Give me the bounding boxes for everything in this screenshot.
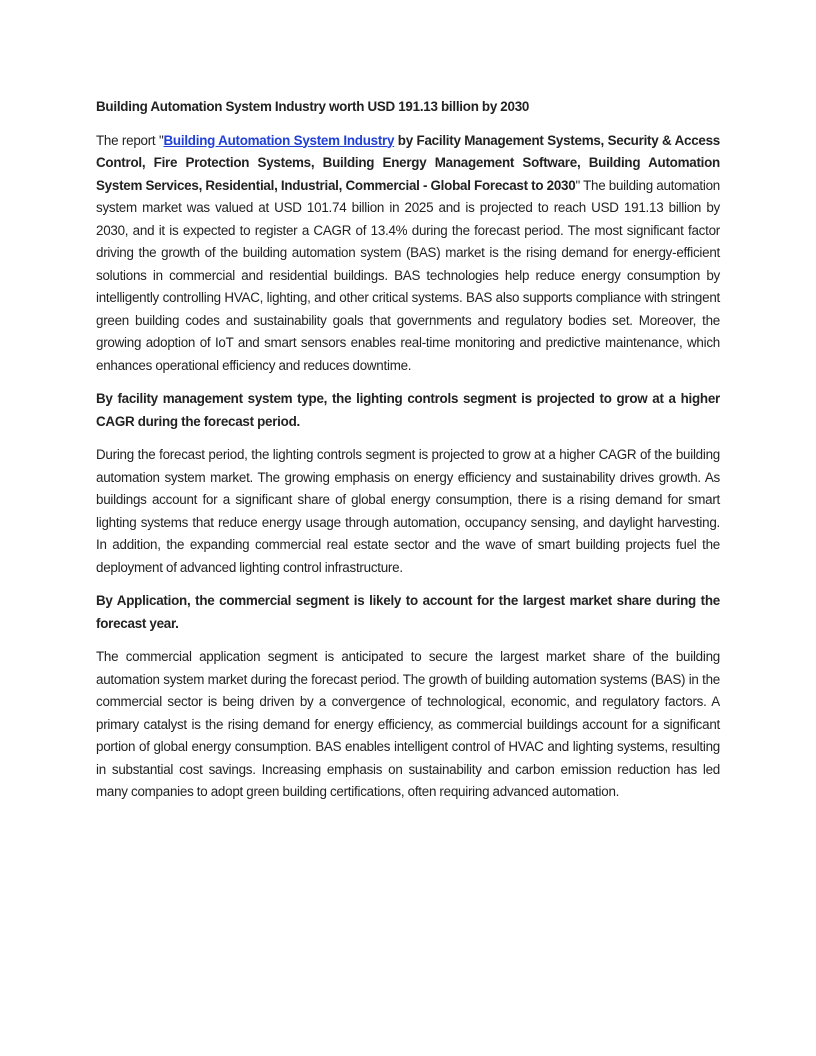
intro-prefix: The report " — [96, 132, 164, 148]
report-title-suffix: by Facility Management Systems, Security & Access Control, Fire Protection Systems, Building Energy Management Software, Building Automation System Services, Residential, Industrial, Commercial - Global Forecast to 2030 — [96, 132, 720, 193]
section-body-lighting-controls: During the forecast period, the lighting controls segment is projected to grow at a higher CAGR of the building automation system market. The growing emphasis on energy efficiency and sustainability drives growth. As buildings account for a significant share of global energy consumption, there is a rising demand for smart lighting systems that reduce energy usage through automation, occupancy sensing, and daylight harvesting. In addition, the expanding commercial real estate sector and the wave of smart building projects fuel the deployment of advanced lighting control infrastructure. — [96, 447, 720, 575]
intro-paragraph — [96, 130, 720, 378]
section-body-commercial: The commercial application segment is anticipated to secure the largest market share of the building automation system market during the forecast period. The growth of building automation systems (BAS) in the commercial sector is being driven by a convergence of technological, economic, and regulatory factors. A primary catalyst is the rising demand for energy efficiency, as commercial buildings account for a significant portion of global energy consumption. BAS enables intelligent control of HVAC and lighting systems, resulting in substantial cost savings. Increasing emphasis on sustainability and carbon emission reduction has led many companies to adopt green building certifications, often requiring advanced automation. — [96, 649, 720, 799]
intro-body: The building automation system market was valued at USD 101.74 billion in 2025 and is projected to reach USD 191.13 billion by 2030, and it is expected to register a CAGR of 13.4% during the forecast period. The most significant factor driving the growth of the building automation system (BAS) market is the rising demand for energy-efficient solutions in commercial and residential buildings. BAS technologies help reduce energy consumption by intelligently controlling HVAC, lighting, and other critical systems. BAS also supports compliance with stringent green building codes and sustainability goals that governments and regulatory bodies set. Moreover, the growing adoption of IoT and smart sensors enables real-time monitoring and predictive maintenance, which enhances operational efficiency and reduces downtime. — [96, 177, 721, 373]
document-title: Building Automation System Industry worth USD 191.13 billion by 2030 — [96, 99, 530, 114]
section-heading-lighting-controls: By facility management system type, the lighting controls segment is projected to grow at a higher CAGR during the forecast period. — [96, 391, 720, 429]
intro-close-quote: " — [575, 177, 580, 193]
report-link[interactable]: Building Automation System Industry — [163, 132, 395, 148]
section-heading-commercial: By Application, the commercial segment is likely to account for the largest market share during the forecast year. — [96, 593, 720, 631]
document-page — [96, 96, 720, 815]
